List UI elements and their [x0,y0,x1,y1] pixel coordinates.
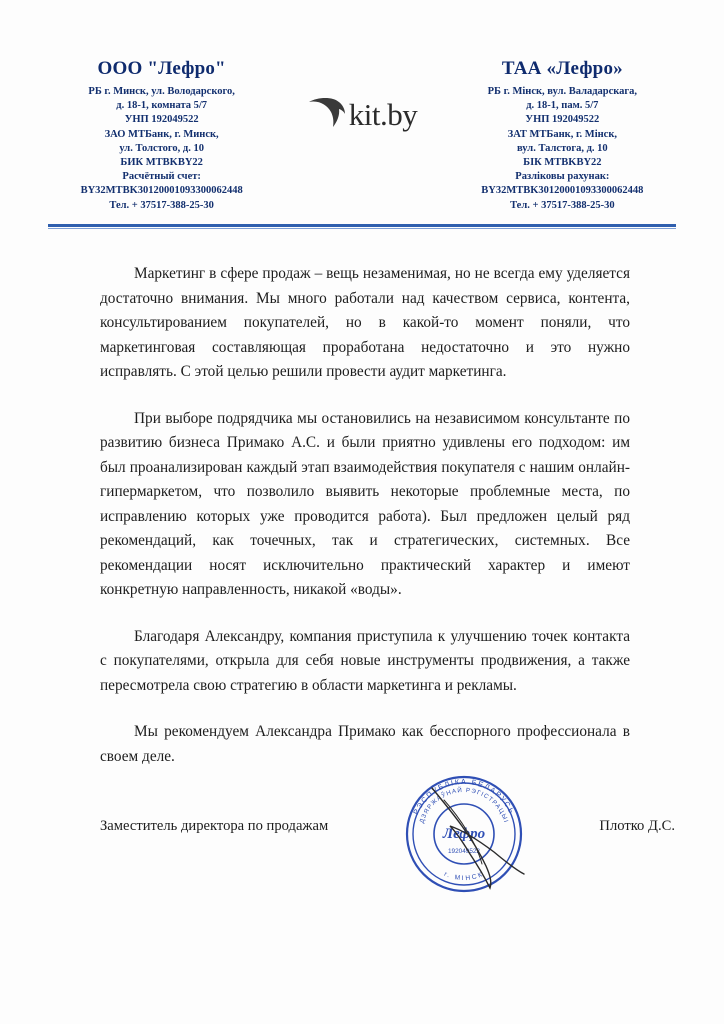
bic-line: БИК MTBKBY22 [120,157,203,169]
address-line: РБ г. Минск, ул. Володарского, [88,86,235,97]
bic-line: БІК MTBKBY22 [523,157,602,169]
phone-line: Тел. + 37517-388-25-30 [510,199,615,211]
svg-text:192049522: 192049522 [448,848,480,855]
unp-line: УНП 192049522 [124,114,199,126]
account-number: BY32MTBK30120001093300062448 [481,185,644,197]
account-label: Расчётный счет: [122,171,201,183]
address-line: РБ г. Мінск, вул. Валадарскага, [487,86,638,97]
bank-address-line: ул. Толстого, д. 10 [119,142,204,154]
letterhead-left [48,58,275,213]
bank-line: ЗАТ МТБанк, г. Мінск, [507,128,618,140]
letter-body [100,262,630,791]
unp-line: УНП 192049522 [525,114,600,126]
svg-text:Лефро: Лефро [442,826,486,842]
svg-text:ДЗЯРЖАЎНАЙ РЭГІСТРАЦЫІ: ДЗЯРЖАЎНАЙ РЭГІСТРАЦЫІ [418,786,510,825]
company-name-by: ТАА «Лефро» [501,58,623,79]
account-label: Разліковы рахунак: [515,171,610,183]
letterhead [48,58,676,213]
paragraph: При выборе подрядчика мы остановились на независимом консультанте по развитию бизнеса Примако А.С. и были приятно удивлены его подходом: им был проанализирован каждый этап взаимодействия покупателя с нашим онлайн-гипермаркетом, что позволило выявить некоторые проблемные места, по исправлению которых уже проводится работа). Был предложен целый ряд рекомендаций, как точечных, так и стратегических, системных. Все рекомендации носят исключительно практический характер и имеют конкретную направленность, никакой «воды». [100,409,630,598]
paragraph: Мы рекомендуем Александра Примако как бесспорного профессионала в своем деле. [100,723,630,765]
phone-line: Тел. + 37517-388-25-30 [109,199,214,211]
address-line: д. 18-1, пам. 5/7 [526,100,599,112]
paragraph: Благодаря Александру, компания приступила к улучшению точек контакта с покупателями, открыла для себя новые инструменты продвижения, а также пересмотрела свою стратегию в области маркетинга и рекламы. [100,627,630,694]
address-line: д. 18-1, комната 5/7 [116,100,208,112]
signatory-position: Заместитель директора по продажам [100,818,329,834]
signature-row [100,818,675,835]
company-name-ru: ООО "Лефро" [97,58,226,79]
signatory-name: Плотко Д.С. [599,818,675,834]
letterhead-right [449,58,676,213]
svg-text:г. МІНСК: г. МІНСК [442,870,486,883]
bird-logo-icon [307,96,347,132]
kit-by-logo [275,96,448,132]
paragraph: Маркетинг в сфере продаж – вещь незаменимая, но не всегда ему уделяется достаточно внимания. Мы много работали над качеством сервиса, контента, консультированием покупателей, но в какой-то момент поняли, что маркетинговая составляющая проработана недостаточно и это нужно исправлять. С этой целью решили провести аудит маркетинга. [100,265,630,380]
header-divider [48,224,676,227]
bank-address-line: вул. Талстога, д. 10 [517,142,608,154]
account-number: BY32MTBK30120001093300062448 [80,185,243,197]
svg-text:РЭСПУБЛІКА БЕЛАРУСЬ: РЭСПУБЛІКА БЕЛАРУСЬ [411,776,517,817]
logo-text: kit.by [348,96,418,132]
bank-line: ЗАО МТБанк, г. Минск, [104,128,219,140]
